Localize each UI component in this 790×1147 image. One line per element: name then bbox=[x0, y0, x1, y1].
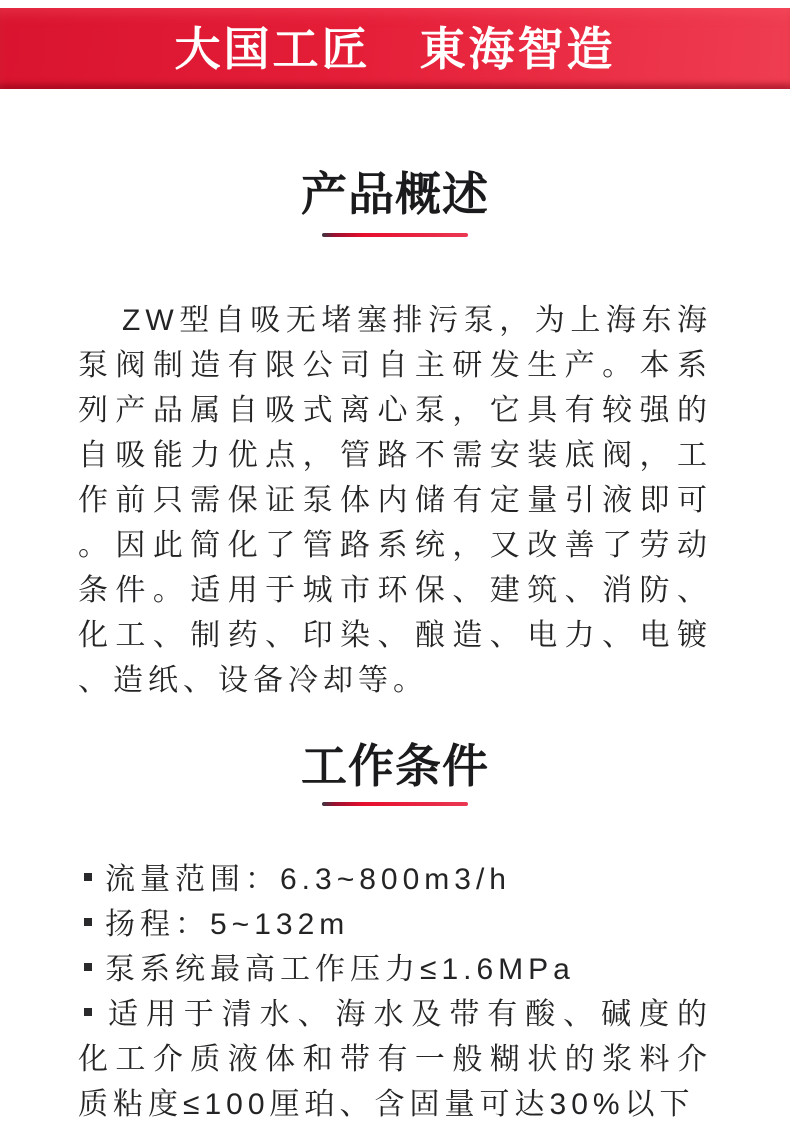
spec-item-text: 适用于清水、海水及带有酸、碱度的 bbox=[105, 998, 712, 1031]
spec-item bbox=[78, 992, 712, 1127]
overview-paragraph-line: 。因此简化了管路系统，又改善了劳动 bbox=[78, 529, 712, 562]
spec-item-line bbox=[78, 992, 712, 1037]
heading-underline bbox=[322, 233, 468, 237]
overview-paragraph-line: 作前只需保证泵体内储有定量引液即可 bbox=[78, 484, 712, 517]
spec-list bbox=[78, 857, 712, 1127]
spec-item-text: 泵系统最高工作压力≤1.6MPa bbox=[105, 953, 575, 986]
banner-title: 大国工匠 東海智造 bbox=[174, 22, 616, 75]
spec-item-text: 流量范围：6.3~800m3/h bbox=[105, 863, 511, 896]
bullet-dot-icon bbox=[84, 918, 92, 926]
spec-item-line: 化工介质液体和带有一般糊状的浆料介 bbox=[78, 1043, 712, 1076]
brand-banner bbox=[0, 8, 790, 89]
overview-paragraph-line: 泵阀制造有限公司自主研发生产。本系 bbox=[78, 349, 712, 382]
overview-paragraph bbox=[78, 298, 712, 703]
conditions-heading: 工作条件 bbox=[301, 740, 489, 792]
overview-paragraph-line: 列产品属自吸式离心泵，它具有较强的 bbox=[78, 394, 712, 427]
spec-item-text: 扬程：5~132m bbox=[105, 908, 350, 941]
heading-underline bbox=[322, 802, 468, 806]
bullet-dot-icon bbox=[84, 873, 92, 881]
spec-item bbox=[78, 857, 712, 902]
spec-item bbox=[78, 902, 712, 947]
overview-paragraph-line: 条件。适用于城市环保、建筑、消防、 bbox=[78, 574, 712, 607]
overview-paragraph-line: 、造纸、设备冷却等。 bbox=[78, 664, 428, 697]
overview-paragraph-line: 自吸能力优点，管路不需安装底阀，工 bbox=[78, 439, 712, 472]
overview-heading: 产品概述 bbox=[301, 168, 489, 220]
spec-item-line: 质粘度≤100厘珀、含固量可达30%以下 bbox=[78, 1088, 695, 1121]
bullet-dot-icon bbox=[84, 963, 92, 971]
conditions-section bbox=[0, 742, 790, 1127]
bullet-dot-icon bbox=[84, 1008, 92, 1016]
overview-paragraph-line: 化工、制药、印染、酿造、电力、电镀 bbox=[78, 619, 712, 652]
spec-item bbox=[78, 947, 712, 992]
overview-paragraph-line: ZW型自吸无堵塞排污泵，为上海东海 bbox=[122, 304, 712, 337]
overview-section bbox=[0, 170, 790, 703]
